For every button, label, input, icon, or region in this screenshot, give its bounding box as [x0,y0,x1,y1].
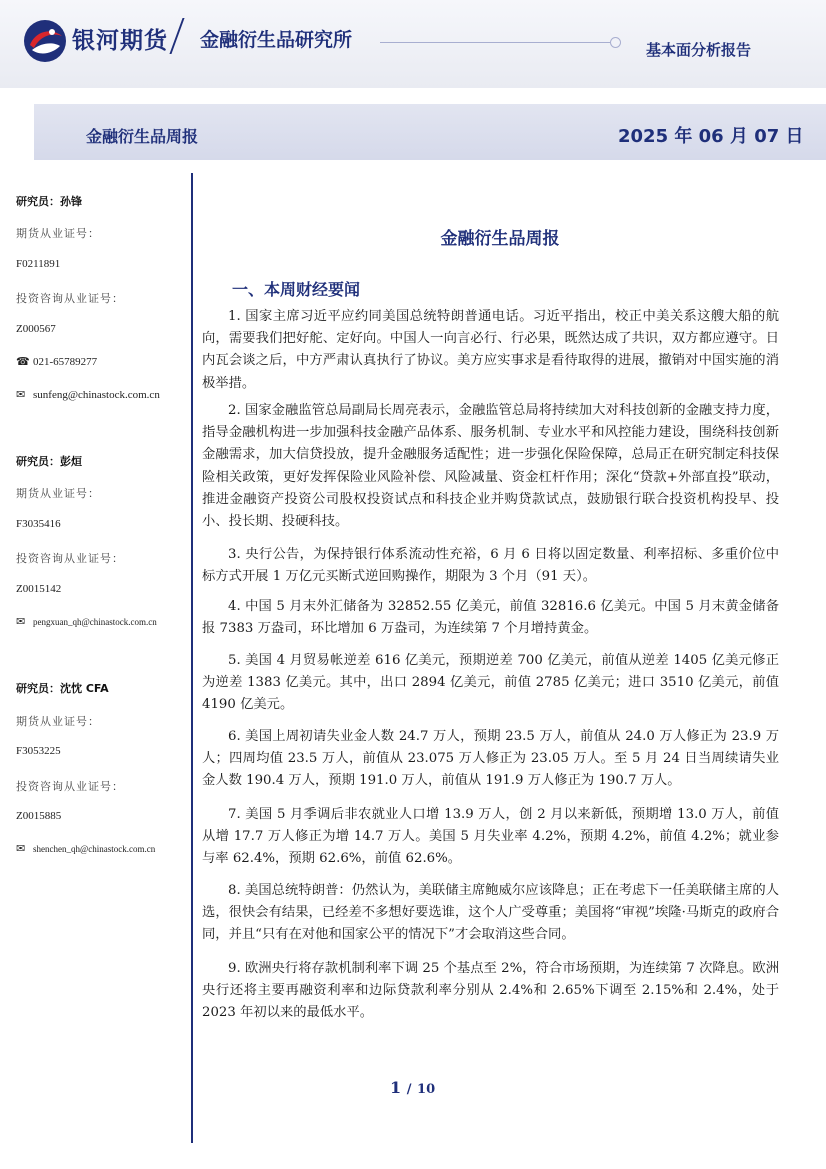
news-paragraph-6: 6. 美国上周初请失业金人数 24.7 万人，预期 23.5 万人，前值从 24.0 万人修正为 23.9 万人；四周均值 23.5 万人，前值从 23.075 万人修正为 23.05 万人。至 5 月 24 日当周续请失业金人数 190.4 万人，预期 191.0 万人，前值从 191.9 万人修正为 190.7 万人。 [202,729,779,789]
email-link[interactable]: pengxuan_qh@chinastock.com.cn [33,617,157,627]
email-link[interactable]: sunfeng@chinastock.com.cn [33,389,160,401]
email-row [16,615,157,628]
decorative-circle [610,37,621,48]
report-date: 2025 年 06 月 07 日 [618,126,804,147]
page-separator: / [406,1082,412,1097]
invest-label: 投资咨询从业证号： [16,552,124,565]
mail-icon: ✉ [16,843,26,855]
email-link[interactable]: shenchen_qh@chinastock.com.cn [33,844,156,854]
news-paragraph-8: 8. 美国总统特朗普：仍然认为，美联储主席鲍威尔应该降息；正在考虑下一任美联储主席的人选，很快会有结果，已经差不多想好要选谁，这个人广受尊重；美国将“审视”埃隆·马斯克的政府合同，并且“只有在对他和国家公平的情况下”才会取消这些合同。 [202,883,779,943]
researcher-name: 研究员：沈忱 CFA [16,682,109,695]
invest-id: Z0015142 [16,583,62,595]
researcher-name: 研究员：彭烜 [16,455,82,468]
phone-icon: ☎ [16,356,30,368]
galaxy-logo-icon [22,18,68,64]
futures-id: F0211891 [16,258,61,270]
mail-icon: ✉ [16,616,26,628]
email-row [16,842,155,855]
invest-id: Z000567 [16,323,56,335]
invest-label: 投资咨询从业证号： [16,292,124,305]
futures-id: F3035416 [16,518,61,530]
total-pages: 10 [417,1082,436,1097]
sidebar-divider [191,173,193,1143]
researcher-name: 研究员：孙锋 [16,195,82,208]
futures-label: 期货从业证号： [16,227,100,240]
invest-id: Z0015885 [16,810,62,822]
phone-row [16,355,97,368]
news-paragraph-1: 1. 国家主席习近平应约同美国总统特朗普通电话。习近平指出，校正中美关系这艘大船的航向，需要我们把好舵、定好向。中国人一向言必行、行必果，既然达成了共识，双方都应遵守。日内瓦会谈之后，中方严肃认真执行了协议。美方应实事求是看待取得的进展，撤销对中国实施的消极举措。 [202,309,779,391]
futures-label: 期货从业证号： [16,487,100,500]
email-row [16,388,160,401]
institute-name: 金融衍生品研究所 [200,29,353,51]
news-paragraph-5: 5. 美国 4 月贸易帐逆差 616 亿美元，预期逆差 700 亿美元，前值从逆差 1405 亿美元修正为逆差 1383 亿美元。其中，出口 2894 亿美元，前值 2785 亿美元；进口 3510 亿美元，前值 4190 亿美元。 [202,653,779,713]
invest-label: 投资咨询从业证号： [16,780,124,793]
news-paragraph-3: 3. 央行公告，为保持银行体系流动性充裕，6 月 6 日将以固定数量、利率招标、多重价位中标方式开展 1 万亿元买断式逆回购操作，期限为 3 个月（91 天）。 [202,547,779,585]
page-number [390,1078,435,1097]
current-page: 1 [390,1078,402,1097]
decorative-line [380,42,610,43]
news-paragraph-4: 4. 中国 5 月末外汇储备为 32852.55 亿美元，前值 32816.6 亿美元。中国 5 月末黄金储备报 7383 万盎司，环比增加 6 万盎司，为连续第 7 个月增持黄金。 [202,599,779,637]
report-type: 基本面分析报告 [646,41,752,59]
main-title: 金融衍生品周报 [440,229,560,249]
phone-number: 021-65789277 [33,356,98,368]
futures-id: F3053225 [16,745,61,757]
mail-icon: ✉ [16,389,26,401]
report-title: 金融衍生品周报 [86,127,199,146]
logo-text: 银河期货 [72,28,168,54]
news-paragraph-9: 9. 欧洲央行将存款机制利率下调 25 个基点至 2%，符合市场预期，为连续第 7 次降息。欧洲央行还将主要再融资利率和边际贷款利率分别从 2.4%和 2.65%下调至 2.15%和 2.4%，处于 2023 年初以来的最低水平。 [202,961,779,1021]
section-heading: 一、本周财经要闻 [232,280,361,299]
futures-label: 期货从业证号： [16,715,100,728]
news-paragraph-7: 7. 美国 5 月季调后非农就业人口增 13.9 万人，创 2 月以来新低，预期增 13.0 万人，前值从增 17.7 万人修正为增 14.7 万人。美国 5 月失业率 4.2%，预期 4.2%，前值 4.2%；就业参与率 62.4%，预期 62.6%，前值 62.6%。 [202,807,779,867]
news-paragraph-2: 2. 国家金融监管总局副局长周亮表示，金融监管总局将持续加大对科技创新的金融支持力度，指导金融机构进一步加强科技金融产品体系、服务机制、专业水平和风控能力建设，围绕科技创新金融需求，加大信贷投放，提升金融服务适配性；进一步强化保险保障，总局正在研究制定科技保险相关政策，更好发挥保险业风险补偿、风险减量、资金杠杆作用；深化“贷款+外部直投”联动，推进金融资产投资公司股权投资试点和科技企业并购贷款试点，鼓励银行联合投资机构投早、投小、投长期、投硬科技。 [202,403,779,530]
